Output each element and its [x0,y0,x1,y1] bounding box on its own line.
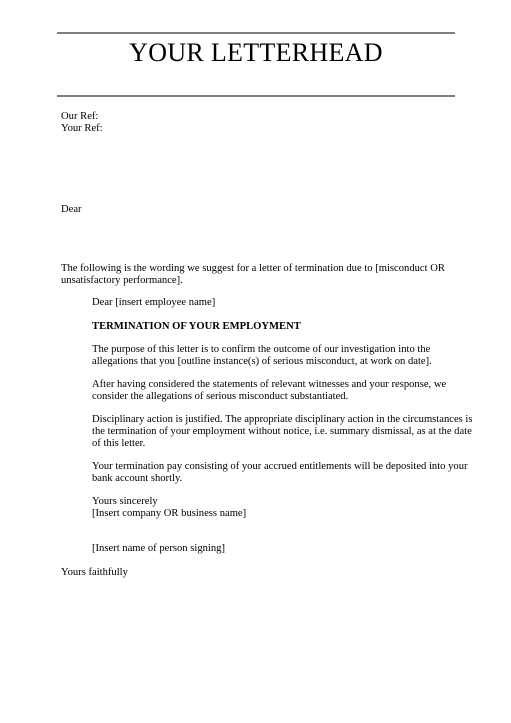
para4-line-1: Your termination pay consisting of your accrued entitlements will be deposited into your [92,461,468,472]
letter-salutation: Dear [insert employee name] [92,297,216,308]
para3-line-2: the termination of your employment without notice, i.e. summary dismissal, as at the date [92,426,472,437]
letter-closing: Yours sincerely [92,496,158,507]
para2-line-1: After having considered the statements of relevant witnesses and your response, we [92,379,447,390]
para3-line-1: Disciplinary action is justified. The appropriate disciplinary action in the circumstances is [92,414,473,425]
letter-heading: TERMINATION OF YOUR EMPLOYMENT [92,321,301,332]
para2-line-2: consider the allegations of serious misconduct substantiated. [92,391,349,402]
signoff: Yours faithfully [61,567,128,578]
intro-line-2: unsatisfactory performance]. [61,275,183,286]
letterhead-title: YOUR LETTERHEAD [129,38,383,67]
your-ref-label: Your Ref: [61,123,103,134]
para1-line-2: allegations that you [outline instance(s) of serious misconduct, at work on date]. [92,356,432,367]
para3-line-3: of this letter. [92,438,146,449]
letter-signatory: [Insert name of person signing] [92,543,225,554]
para4-line-2: bank account shortly. [92,473,183,484]
letterhead-top-rule [57,32,455,34]
intro-line-1: The following is the wording we suggest for a letter of termination due to [misconduct OR [61,263,445,274]
letterhead-bottom-rule [57,95,455,97]
para1-line-1: The purpose of this letter is to confirm the outcome of our investigation into the [92,344,431,355]
our-ref-label: Our Ref: [61,111,99,122]
letter-company: [Insert company OR business name] [92,508,247,519]
greeting: Dear [61,204,82,215]
